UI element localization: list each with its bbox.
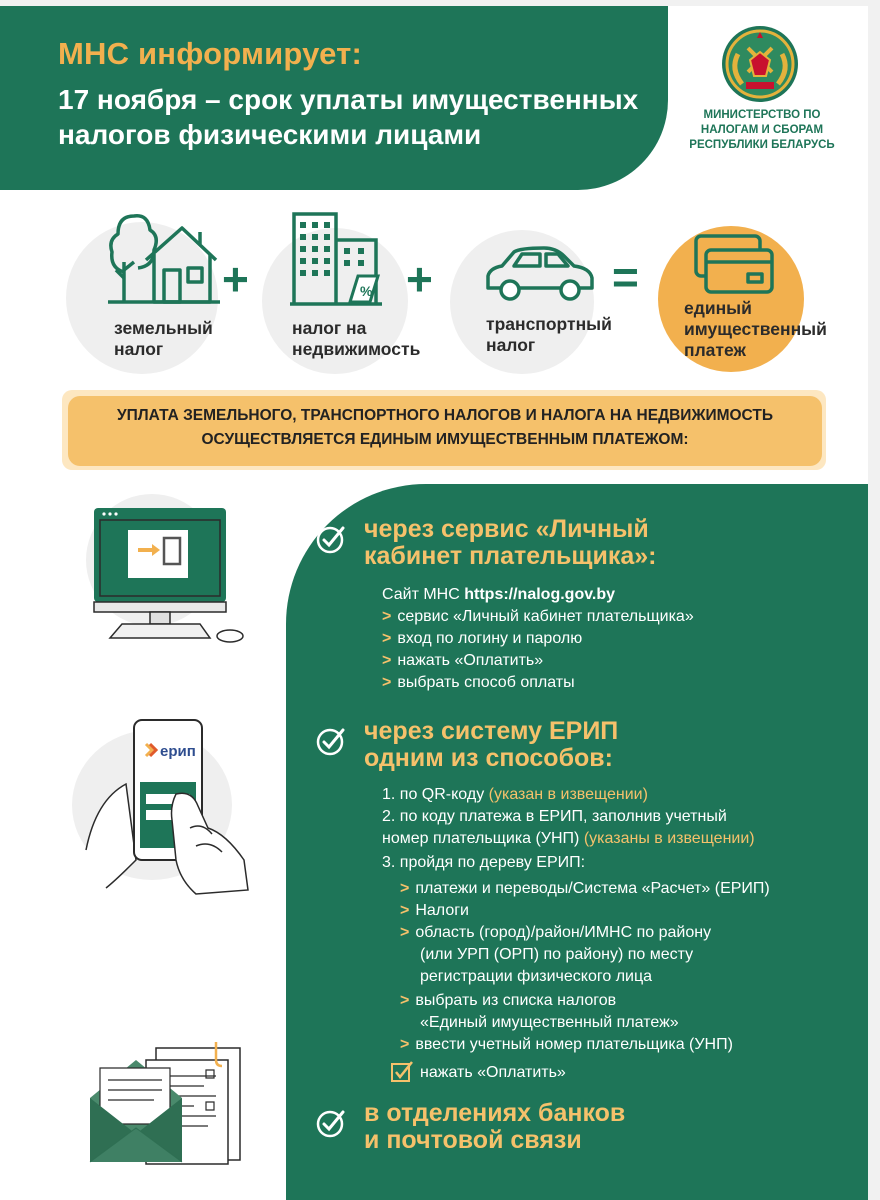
check-circle-icon [316,524,346,554]
check-circle-icon [316,1108,346,1138]
envelope-documents-icon [84,1034,246,1168]
erip-tree-item-cont: регистрации физического лица [420,968,653,985]
banner-line-1: УПЛАТА ЗЕМЕЛЬНОГО, ТРАНСПОРТНОГО НАЛОГОВ И НАЛОГА НА НЕДВИЖИМОСТЬ [117,407,773,424]
erip-logo-text: ерип [160,743,196,760]
erip-tree-item-cont: «Единый имущественный платеж» [420,1014,679,1031]
svg-text:%: % [360,283,373,299]
cabinet-step: > сервис «Личный кабинет плательщика» [382,608,694,625]
banner-line-2: ОСУЩЕСТВЛЯЕТСЯ ЕДИНЫМ ИМУЩЕСТВЕННЫМ ПЛАТЕЖОМ: [201,431,689,448]
page-title: МНС информирует: [58,36,363,71]
car-icon [484,242,596,306]
infographic-page [0,6,868,1200]
cards-icon [690,232,780,296]
transport-tax-label: транспортный налог [486,314,612,355]
cabinet-step: > вход по логину и паролю [382,630,583,647]
erip-pay: нажать «Оплатить» [420,1064,566,1081]
cabinet-step: > выбрать способ оплаты [382,674,575,691]
erip-tree-item: > платежи и переводы/Система «Расчет» (ЕРИП) [400,880,770,897]
banks-title: в отделениях банков и почтовой связи [364,1099,626,1154]
result-label: единый имущественный платеж [684,298,827,360]
erip-method-2: 2. по коду платежа в ЕРИП, заполнив учетный [382,808,727,825]
equals-sign: = [612,251,639,303]
cabinet-site: Сайт МНС https://nalog.gov.by [382,586,616,603]
erip-title: через систему ЕРИП одним из способов: [364,717,619,772]
check-circle-icon [316,726,346,756]
erip-tree-item: > выбрать из списка налогов [400,992,617,1009]
banner-text [68,404,822,452]
erip-tree-item-cont: (или УРП (ОРП) по району) по месту [420,946,694,963]
house-tree-icon [108,202,220,304]
buildings-icon [288,206,384,306]
plus-sign: + [222,253,249,305]
erip-method-3: 3. пройдя по дереву ЕРИП: [382,854,586,871]
erip-method-2-cont: номер плательщика (УНП) (указаны в извещении) [382,830,755,847]
erip-tree-item: > Налоги [400,902,469,919]
cabinet-title: через сервис «Личный кабинет плательщика»: [364,515,657,570]
page-subtitle: 17 ноября – срок уплаты имущественных налогов физическими лицами [58,84,639,150]
computer-icon [90,502,254,648]
realty-tax-label: налог на недвижимость [292,318,421,359]
ministry-name: МИНИСТЕРСТВО ПО НАЛОГАМ И СБОРАМ РЕСПУБЛИКИ БЕЛАРУСЬ [689,109,835,151]
cabinet-step: > нажать «Оплатить» [382,652,544,669]
plus-sign-2: + [406,253,433,305]
erip-tree-item: > ввести учетный номер плательщика (УНП) [400,1036,733,1053]
phone-hand-icon [76,710,256,900]
land-tax-label: земельный налог [114,318,213,359]
erip-method-1: 1. по QR-коду (указан в извещении) [382,786,648,803]
site-link[interactable]: https://nalog.gov.by [464,586,616,603]
emblem-icon [720,24,800,104]
erip-tree-item: > область (город)/район/ИМНС по району [400,924,712,941]
formula-row [0,202,868,372]
checkbox-icon [390,1060,414,1084]
